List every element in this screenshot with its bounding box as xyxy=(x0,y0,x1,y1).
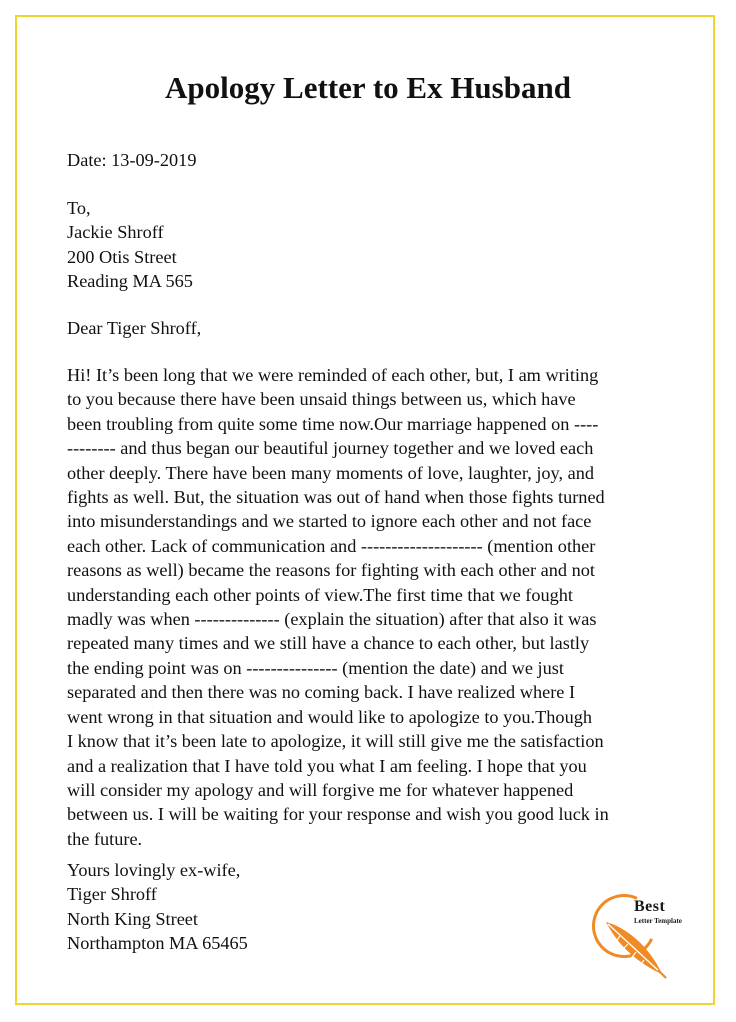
recipient-street: 200 Otis Street xyxy=(67,246,177,267)
sender-name: Tiger Shroff xyxy=(67,884,157,905)
closing-block xyxy=(67,858,248,956)
letter-title: Apology Letter to Ex Husband xyxy=(165,70,571,105)
sender-street: North King Street xyxy=(67,908,198,929)
salutation: Dear Tiger Shroff, xyxy=(67,318,202,338)
recipient-name: Jackie Shroff xyxy=(67,222,164,243)
logo-tagline: Letter Template xyxy=(634,917,682,925)
recipient-address xyxy=(67,196,193,294)
sign-off: Yours lovingly ex-wife, xyxy=(67,860,241,880)
logo-word: Best xyxy=(634,898,666,915)
sender-city: Northampton MA 65465 xyxy=(67,933,248,954)
recipient-to: To, xyxy=(67,198,91,218)
letter-body: Hi! It’s been long that we were reminded of each other, but, I am writing to you because there have been unsaid things between us, which have been troubling from quite some time now.Our marriage happened on ---- -------- and thus began our beautiful journey together and we loved each other deeply. There have been many moments of love, laughter, joy, and fights as well. But, the situation was out of hand when those fights turned into misunderstandings and we started to ignore each other and not face each other. Lack of communication and -------------------- (mention other reasons as well) became the reasons for fighting with each other and not understanding each other points of view.The first time that we fought madly was when -------------- (explain the situation) after that also it was repeated many times and we still have a chance to each other, but lastly the ending point was on --------------- (mention the date) and we just separated and then there was no coming back. I have realized where I went wrong in that situation and would like to apologize to you.Though I know that it’s been late to apologize, it will still give me the satisfaction and a realization that I have told you what I am feeling. I hope that you will consider my apology and will forgive me for whatever happened between us. I will be waiting for your response and wish you good luck in the future. xyxy=(67,365,609,849)
letter-date: Date: 13-09-2019 xyxy=(67,150,197,170)
recipient-city: Reading MA 565 xyxy=(67,271,193,292)
brand-logo xyxy=(592,890,722,980)
